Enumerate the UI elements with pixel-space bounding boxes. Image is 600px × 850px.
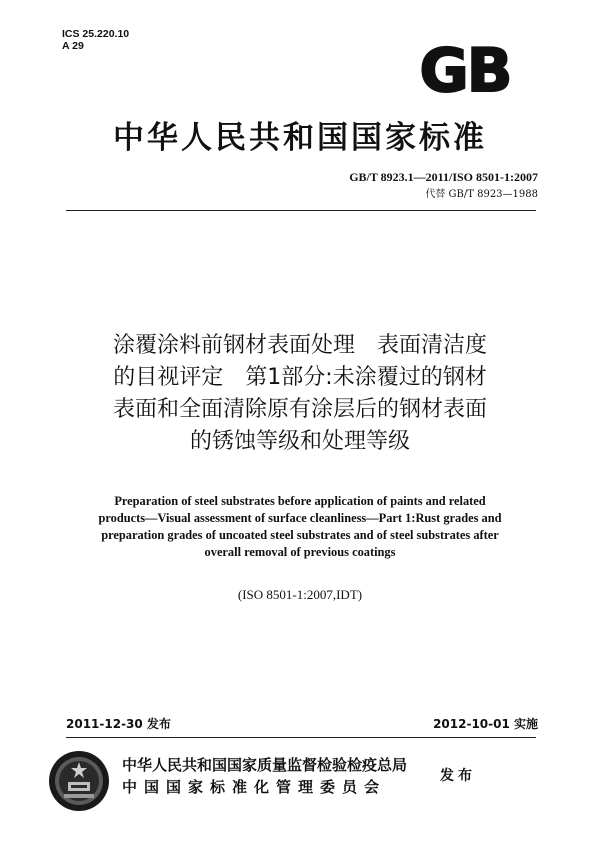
gb-logo-text: GB xyxy=(419,40,511,96)
issuer-aqsiq: 中华人民共和国国家质量监督检验检疫总局 xyxy=(122,756,408,774)
gb-logo xyxy=(404,40,526,96)
chinese-title-line: 表面和全面清除原有涂层后的钢材表面 xyxy=(112,397,487,422)
english-title xyxy=(50,493,550,561)
english-title-line: overall removal of previous coatings xyxy=(204,545,396,559)
bottom-divider xyxy=(66,737,536,738)
english-title-line: Preparation of steel substrates before application of paints and related xyxy=(114,494,486,508)
ccs-code: A 29 xyxy=(62,40,84,52)
national-standard-title: 中华人民共和国国家标准 xyxy=(113,120,487,156)
chinese-title-line: 涂覆涂料前钢材表面处理 表面清洁度 xyxy=(112,333,487,358)
issuer-sac: 中国国家标准化管理委员会 xyxy=(122,778,387,796)
release-label: 发布 xyxy=(440,768,476,784)
top-divider xyxy=(66,210,536,211)
english-title-line: products—Visual assessment of surface cleanliness—Part 1:Rust grades and xyxy=(98,511,502,525)
chinese-title xyxy=(40,330,560,458)
supersedes-note: 代替 GB/T 8923—1988 xyxy=(425,189,538,200)
national-emblem-icon xyxy=(48,750,110,812)
ics-code: ICS 25.220.10 xyxy=(62,28,130,40)
english-title-line: preparation grades of uncoated steel substrates and of steel substrates after xyxy=(101,528,499,542)
implementation-date: 2012-10-01 实施 xyxy=(433,717,538,731)
standard-number: GB/T 8923.1—2011/ISO 8501-1:2007 xyxy=(349,170,538,184)
chinese-title-line: 的目视评定 第1部分:未涂覆过的钢材 xyxy=(113,365,487,390)
chinese-title-line: 的锈蚀等级和处理等级 xyxy=(189,429,410,454)
iso-reference: (ISO 8501-1:2007,IDT) xyxy=(237,587,363,602)
classification-codes xyxy=(62,28,129,52)
publish-date: 2011-12-30 发布 xyxy=(66,717,171,731)
